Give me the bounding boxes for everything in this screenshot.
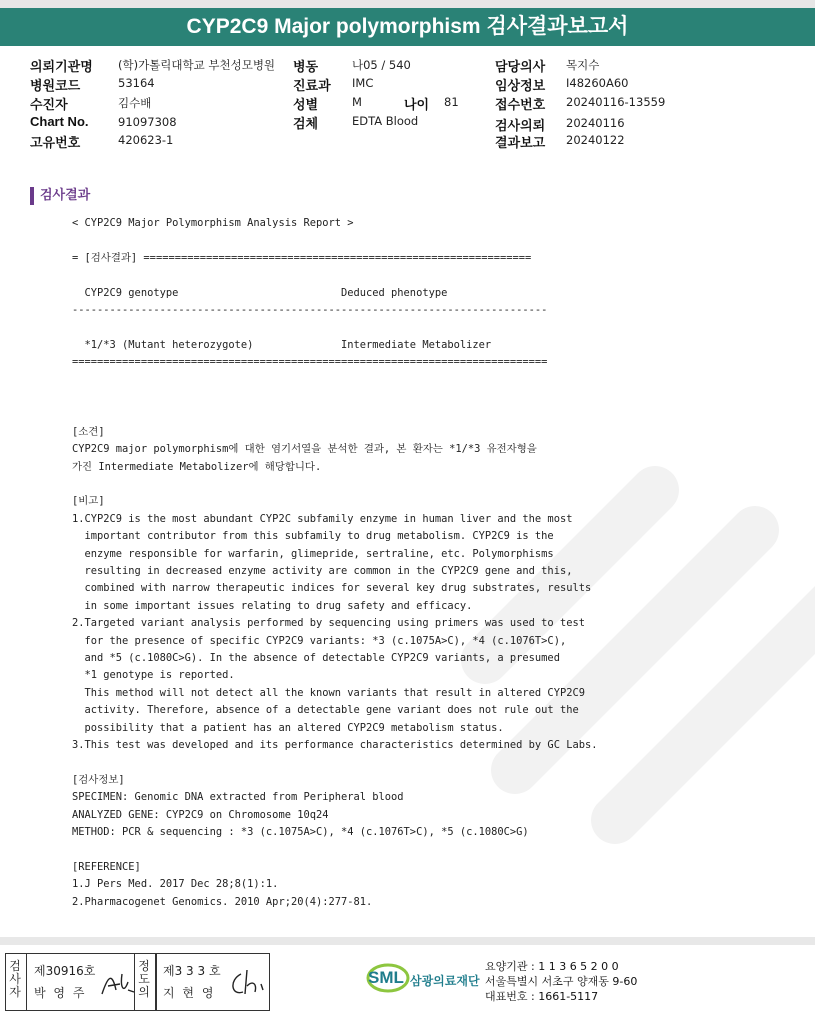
report-line: [소견]	[72, 425, 105, 438]
top-strip	[0, 0, 815, 8]
report-line: resulting in decreased enzyme activity are common in the CYP2C9 gene and this,	[72, 565, 573, 577]
report-line: for the presence of specific CYP2C9 variants: *3 (c.1075A>C), *4 (c.1076T>C),	[72, 634, 567, 647]
signature-box-qc	[134, 953, 270, 1011]
role-char: 의	[138, 985, 150, 999]
report-line: < CYP2C9 Major Polymorphism Analysis Report >	[72, 217, 354, 229]
info-label: 검사의뢰	[495, 118, 546, 133]
info-label: 병원코드	[30, 78, 81, 93]
info-value: 20240116	[566, 116, 625, 130]
address-line: 대표번호 : 1661-5117	[485, 990, 599, 1003]
info-value: EDTA Blood	[352, 114, 419, 128]
report-line: important contributor from this subfamily to drug metabolism. CYP2C9 is the	[72, 530, 554, 543]
report-line: ============================================================================	[72, 356, 548, 369]
examiner-name: 박 영 주	[34, 986, 87, 1000]
info-value: 81	[444, 95, 459, 109]
report-line: [비고]	[72, 495, 105, 508]
report-line: *1/*3 (Mutant heterozygote) Intermediate Metabolizer	[72, 338, 492, 351]
report-line: SPECIMEN: Genomic DNA extracted from Peripheral blood	[72, 791, 404, 804]
report-line: 가진 Intermediate Metabolizer에 해당합니다.	[72, 460, 322, 473]
divider	[26, 954, 27, 1010]
license-number: 제3 3 3 호	[163, 964, 221, 978]
report-line: 3.This test was developed and its performance characteristics determined by GC Labs.	[72, 739, 598, 751]
report-line: activity. Therefore, absence of a detectable gene variant does not rule out the	[72, 704, 579, 717]
address-block	[485, 959, 637, 1004]
signature-role-label	[8, 960, 22, 999]
report-line: 1.CYP2C9 is the most abundant CYP2C subfamily enzyme in human liver and the most	[72, 512, 573, 525]
info-label: 접수번호	[495, 97, 546, 112]
info-value: 나05 / 540	[352, 58, 411, 72]
info-label: 병동	[293, 59, 319, 74]
report-title: CYP2C9 Major polymorphism 검사결과보고서	[0, 8, 815, 46]
address-line: 서울특별시 서초구 양재동 9-60	[485, 975, 638, 988]
qc-name: 지 현 영	[163, 986, 216, 1000]
report-line: [REFERENCE]	[72, 860, 141, 873]
report-line: in some important issues relating to drug safety and efficacy.	[72, 599, 473, 612]
report-line: CYP2C9 genotype Deduced phenotype	[72, 286, 448, 299]
report-line: *1 genotype is reported.	[72, 669, 235, 682]
info-value: 20240122	[566, 133, 625, 147]
info-label: 고유번호	[30, 135, 81, 150]
info-value: M	[352, 95, 362, 109]
address-line: 요양기관 : 1 1 3 6 5 2 0 0	[485, 960, 619, 973]
info-label: 진료과	[293, 78, 331, 93]
info-label: 검체	[293, 116, 319, 131]
license-number: 제30916호	[34, 964, 96, 978]
divider	[155, 954, 156, 1010]
report-line: ----------------------------------------------------------------------------	[72, 304, 548, 316]
report-line: and *5 (c.1080C>G). In the absence of detectable CYP2C9 variants, a presumed	[72, 652, 560, 664]
info-label: 담당의사	[495, 59, 546, 74]
info-value: IMC	[352, 76, 374, 90]
role-char: 정	[138, 959, 150, 973]
info-label: 수진자	[30, 97, 68, 112]
info-label: 결과보고	[495, 135, 546, 150]
signature-role-label	[137, 960, 151, 999]
footer-divider	[0, 937, 815, 945]
report-line: 2.Pharmacogenet Genomics. 2010 Apr;20(4):277-81.	[72, 895, 373, 908]
report-line: ANALYZED GENE: CYP2C9 on Chromosome 10q24	[72, 808, 329, 821]
info-value: 53164	[118, 76, 155, 90]
role-char: 도	[138, 972, 150, 986]
report-line: METHOD: PCR & sequencing : *3 (c.1075A>C), *4 (c.1076T>C), *5 (c.1080C>G)	[72, 826, 529, 838]
info-value: 김수배	[118, 96, 152, 110]
info-label: 의뢰기관명	[30, 59, 93, 74]
signature-mark	[98, 968, 138, 1000]
info-value: (학)가톨릭대학교 부천성모병원	[118, 58, 276, 72]
info-value: 91097308	[118, 115, 177, 129]
section-title: 검사결과	[30, 187, 90, 205]
info-value: 420623-1	[118, 133, 174, 147]
report-line: This method will not detect all the known variants that result in altered CYP2C9	[72, 686, 585, 699]
report-line: combined with narrow therapeutic indices for several key drug substrates, results	[72, 582, 592, 595]
report-line: 2.Targeted variant analysis performed by sequencing using primers was used to test	[72, 617, 585, 630]
report-line: possibility that a patient has an altered CYP2C9 metabolism status.	[72, 721, 504, 734]
report-line: enzyme responsible for warfarin, glimepride, sertraline, etc. Polymorphisms	[72, 547, 554, 560]
info-label: Chart No.	[30, 114, 89, 129]
report-line: 1.J Pers Med. 2017 Dec 28;8(1):1.	[72, 878, 279, 891]
report-line: [검사정보]	[72, 773, 125, 786]
info-value: 목지수	[566, 58, 600, 72]
org-name: 삼광의료재단	[410, 974, 480, 988]
signature-mark	[227, 966, 267, 1000]
report-line: = [검사결과] ==============================================================	[72, 251, 532, 264]
role-char: 검	[9, 959, 21, 973]
info-label: 성별	[293, 97, 319, 112]
report-line: CYP2C9 major polymorphism에 대한 염기서열을 분석한 결과, 본 환자는 *1/*3 유전자형을	[72, 443, 537, 456]
sml-logo-text: SML	[368, 968, 404, 987]
info-label: 나이	[404, 97, 430, 112]
info-value: 20240116-13559	[566, 95, 666, 109]
info-value: I48260A60	[566, 76, 629, 90]
info-label: 임상정보	[495, 78, 546, 93]
role-char: 자	[9, 985, 21, 999]
role-char: 사	[9, 972, 21, 986]
